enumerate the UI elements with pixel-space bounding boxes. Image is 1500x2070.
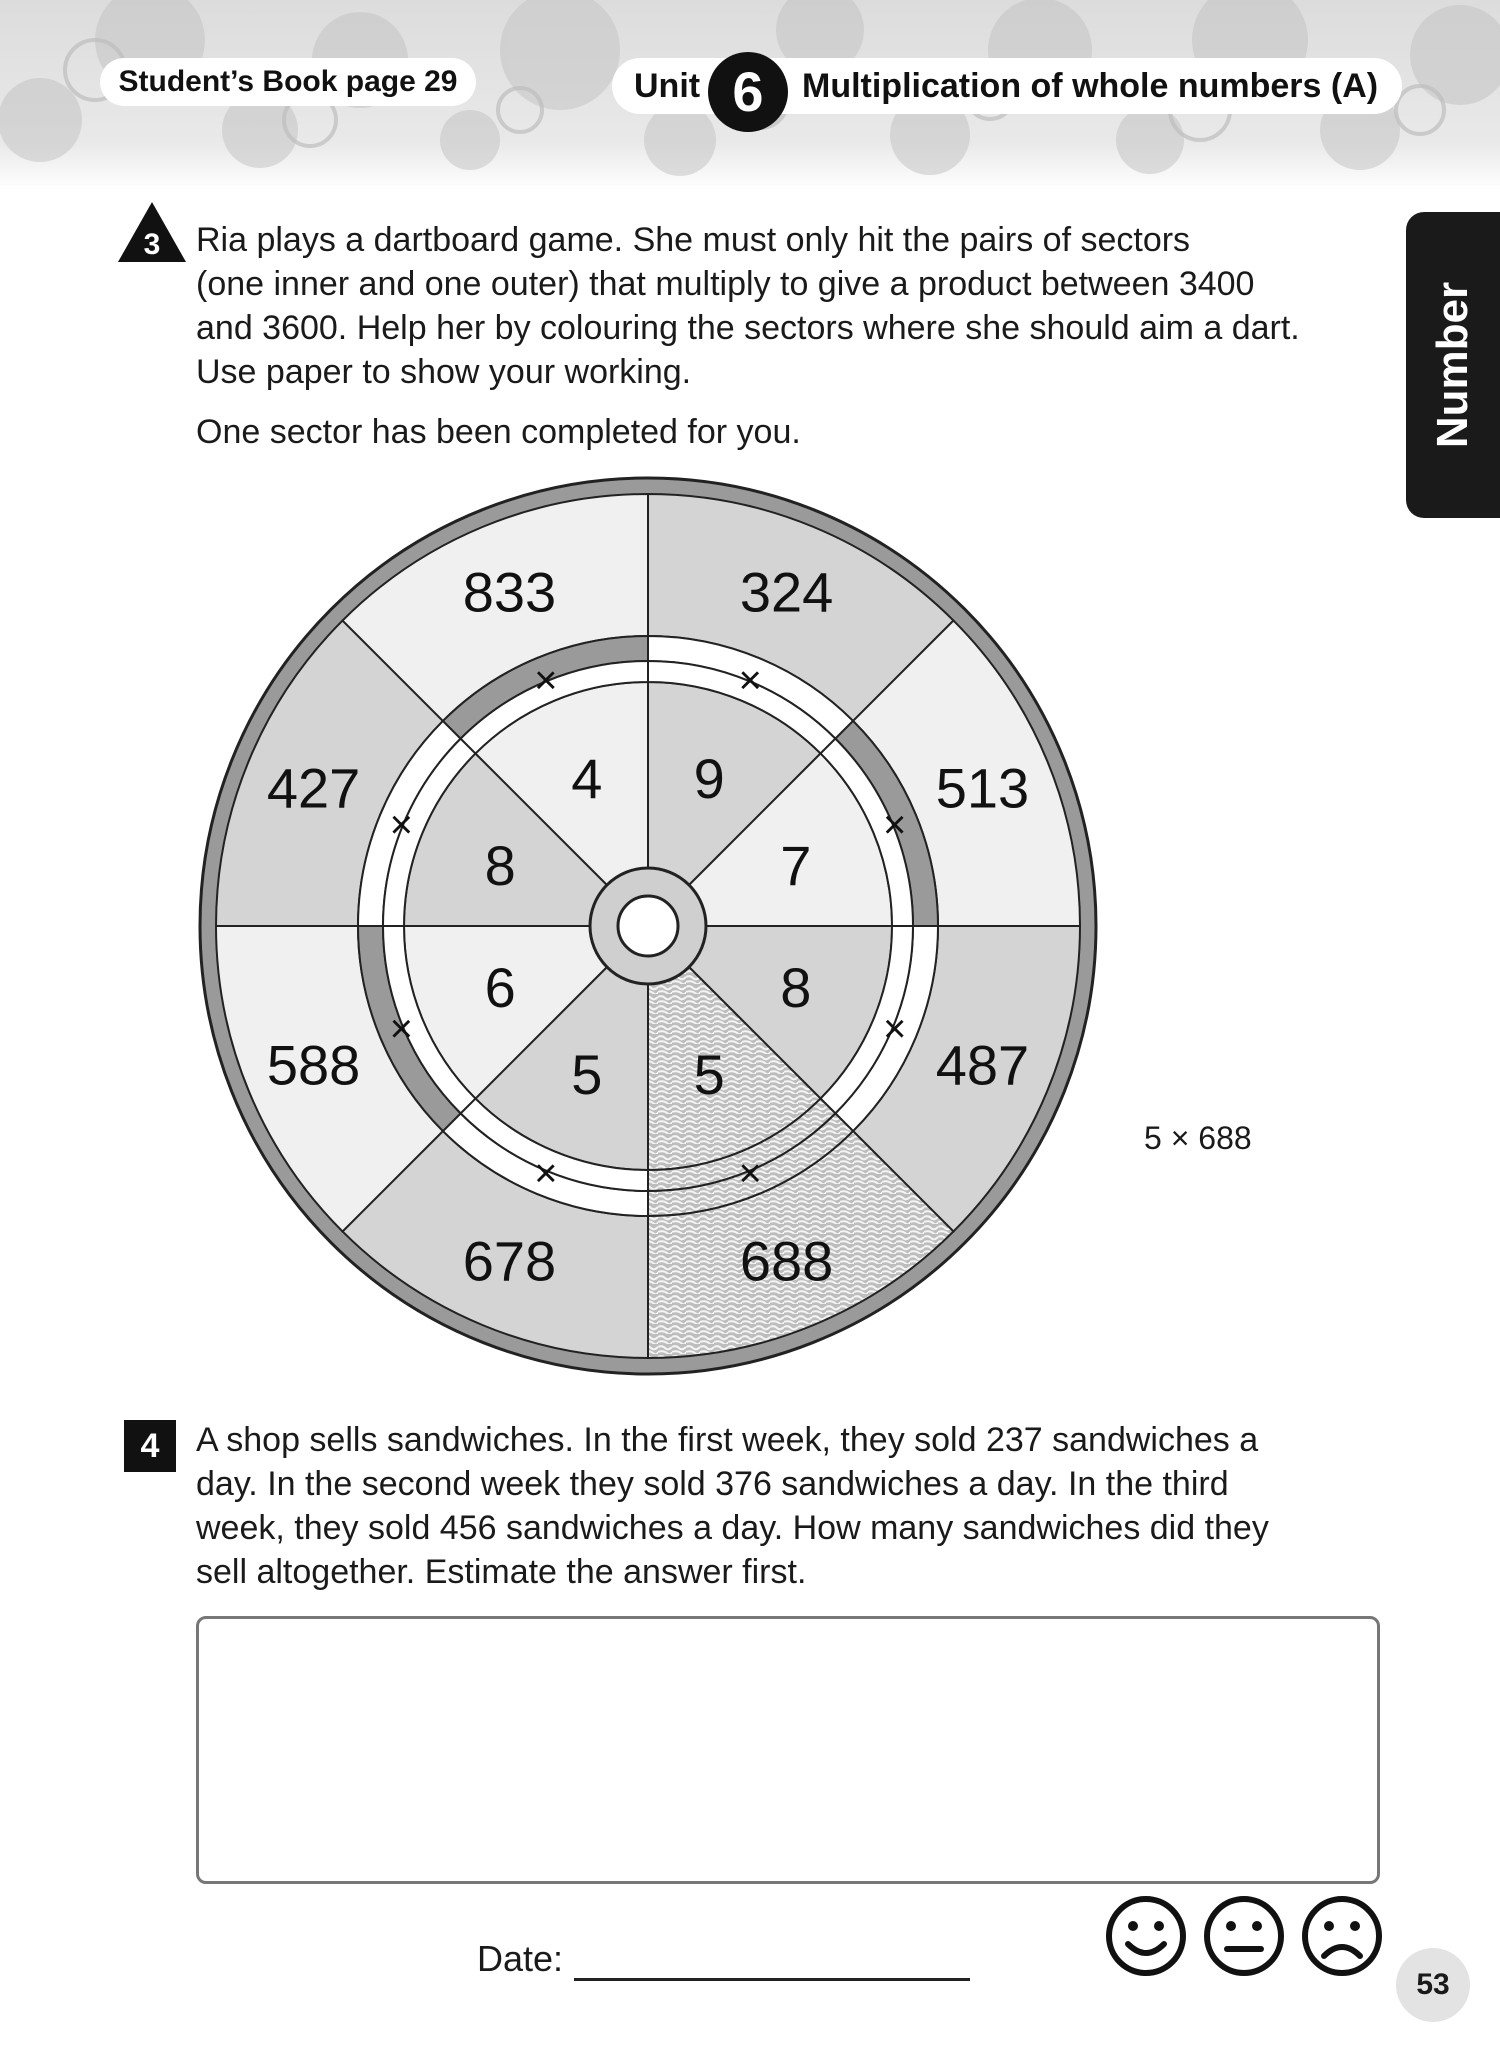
dartboard-diagram <box>196 474 1100 1378</box>
faces-svg <box>1104 1894 1386 1978</box>
inner-sector-label-2: 7 <box>780 833 812 897</box>
unit-title: Multiplication of whole numbers (A) <box>802 67 1379 105</box>
question-3-line-2: (one inner and one outer) that multiply to give a product between 3400 <box>196 265 1255 303</box>
bull-inner <box>618 896 678 956</box>
times-symbol-1: × <box>738 658 762 703</box>
question-4-line-4: sell altogether. Estimate the answer first. <box>196 1553 807 1591</box>
times-symbol-5: × <box>534 1151 558 1196</box>
neutral-icon[interactable] <box>1207 1899 1281 1973</box>
dartboard <box>196 474 1100 1378</box>
inner-sector-label-1: 9 <box>693 747 725 811</box>
section-tab-label: Number <box>1428 281 1477 449</box>
page-number: 53 <box>1396 1948 1470 2022</box>
smile-icon[interactable] <box>1109 1899 1183 1973</box>
question-3-line-1: Ria plays a dartboard game. She must only hit the pairs of sectors <box>196 221 1191 259</box>
self-assessment-faces <box>1104 1894 1386 1978</box>
times-symbol-4: × <box>738 1151 762 1196</box>
inner-sector-label-3: 8 <box>780 956 812 1020</box>
question-4-line-1: A shop sells sandwiches. In the first week, they sold 237 sandwiches a <box>196 1421 1259 1459</box>
student-book-reference: Student’s Book page 29 <box>100 58 476 106</box>
outer-sector-label-4: 688 <box>739 1229 834 1293</box>
date-line[interactable] <box>574 1978 970 1981</box>
section-side-tab <box>1406 212 1500 518</box>
inner-sector-label-6: 6 <box>484 956 516 1020</box>
question-4-line-2: day. In the second week they sold 376 sandwiches a day. In the third <box>196 1465 1229 1503</box>
unit-number-badge: 6 <box>708 52 788 132</box>
question-3-note: One sector has been completed for you. <box>196 413 801 451</box>
date-label: Date: <box>477 1938 564 1979</box>
question-4-marker: 4 <box>124 1420 176 1472</box>
question-3-marker <box>116 200 188 264</box>
times-symbol-8: × <box>534 658 558 703</box>
triangle-icon <box>116 200 188 264</box>
outer-sector-label-2: 513 <box>935 756 1030 820</box>
sad-icon[interactable] <box>1305 1899 1379 1973</box>
question-3-line-4: Use paper to show your working. <box>196 353 692 391</box>
outer-sector-label-6: 588 <box>266 1033 361 1097</box>
answer-box[interactable] <box>196 1616 1380 1884</box>
question-4-line-3: week, they sold 456 sandwiches a day. How many sandwiches did they <box>196 1509 1269 1547</box>
times-symbol-3: × <box>882 1007 907 1052</box>
completed-sector-answer: 5 × 688 <box>1144 1120 1252 1156</box>
inner-sector-label-4: 5 <box>693 1042 725 1106</box>
unit-label: Unit <box>634 67 701 105</box>
question-3-line-3: and 3600. Help her by colouring the sectors where she should aim a dart. <box>196 309 1300 347</box>
outer-sector-label-7: 427 <box>266 756 361 820</box>
outer-sector-label-5: 678 <box>462 1229 557 1293</box>
outer-sector-label-8: 833 <box>462 560 557 624</box>
inner-sector-label-5: 5 <box>571 1042 603 1106</box>
inner-sector-label-8: 4 <box>571 747 603 811</box>
inner-sector-label-7: 8 <box>484 833 516 897</box>
outer-sector-label-3: 487 <box>935 1033 1030 1097</box>
times-symbol-6: × <box>389 1007 414 1052</box>
question-3-number: 3 <box>143 228 161 261</box>
outer-sector-label-1: 324 <box>739 560 834 624</box>
times-symbol-2: × <box>882 802 907 847</box>
times-symbol-7: × <box>389 802 414 847</box>
